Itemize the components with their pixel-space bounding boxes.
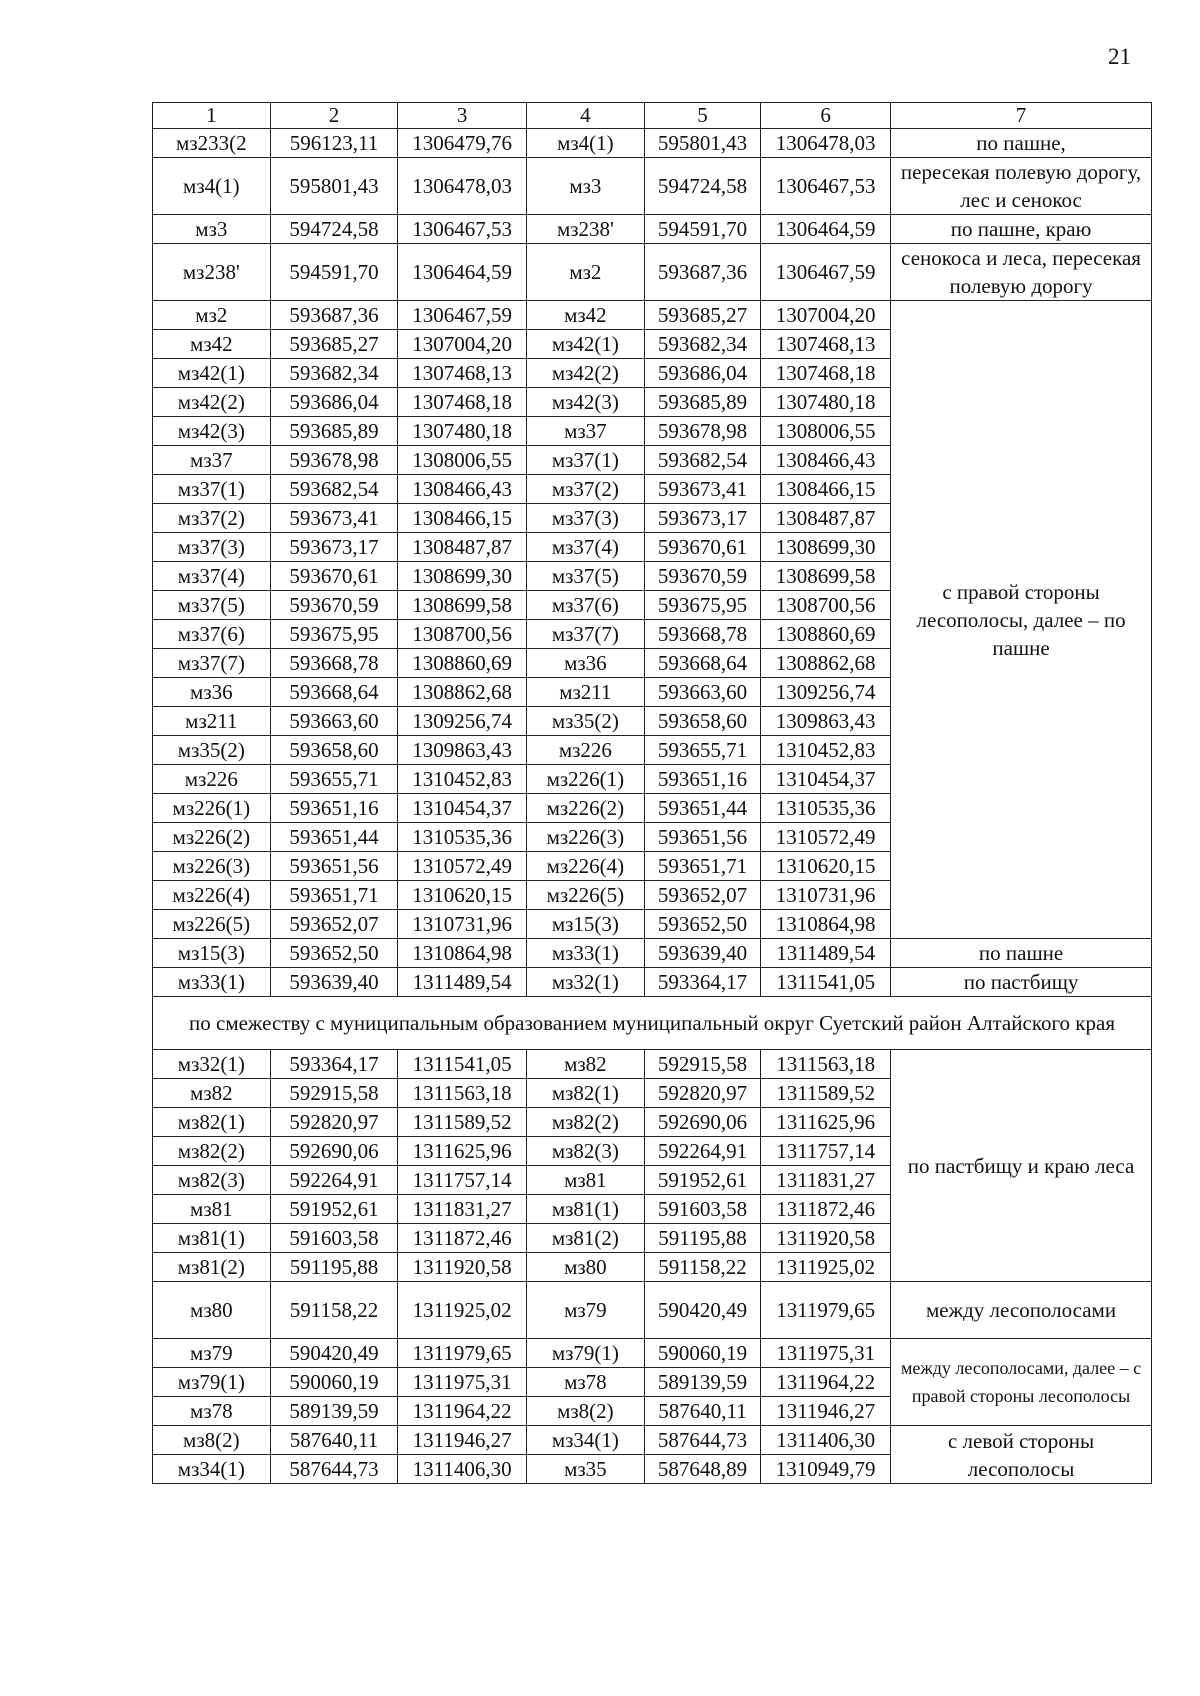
x-from: 593651,71	[270, 881, 398, 910]
y-to: 1309256,74	[761, 678, 891, 707]
x-from: 596123,11	[270, 129, 398, 158]
x-from: 593655,71	[270, 765, 398, 794]
x-from: 589139,59	[270, 1397, 398, 1426]
x-to: 591195,88	[644, 1224, 761, 1253]
x-to: 589139,59	[644, 1368, 761, 1397]
table-row	[153, 939, 1152, 968]
y-from: 1307004,20	[398, 330, 527, 359]
y-to: 1307468,13	[761, 330, 891, 359]
point-to: мз80	[527, 1253, 645, 1282]
y-from: 1310731,96	[398, 910, 527, 939]
point-from: мз42	[153, 330, 271, 359]
y-to: 1306464,59	[761, 215, 891, 244]
point-from: мз42(1)	[153, 359, 271, 388]
point-to: мз238'	[527, 215, 645, 244]
table-row	[153, 1339, 1152, 1368]
column-number: 6	[761, 103, 891, 129]
x-from: 591195,88	[270, 1253, 398, 1282]
y-from: 1306467,59	[398, 301, 527, 330]
x-from: 593639,40	[270, 968, 398, 997]
point-from: мз15(3)	[153, 939, 271, 968]
point-from: мз226(3)	[153, 852, 271, 881]
y-to: 1307004,20	[761, 301, 891, 330]
point-to: мз82(2)	[527, 1108, 645, 1137]
table-row	[153, 215, 1152, 244]
x-to: 593652,50	[644, 910, 761, 939]
column-number: 7	[891, 103, 1152, 129]
point-from: мз37(7)	[153, 649, 271, 678]
y-from: 1311563,18	[398, 1079, 527, 1108]
point-from: мз226(2)	[153, 823, 271, 852]
point-to: мз15(3)	[527, 910, 645, 939]
point-to: мз82(3)	[527, 1137, 645, 1166]
point-from: мз226(5)	[153, 910, 271, 939]
y-from: 1311925,02	[398, 1282, 527, 1339]
y-to: 1311541,05	[761, 968, 891, 997]
x-to: 593673,17	[644, 504, 761, 533]
point-from: мз42(2)	[153, 388, 271, 417]
y-from: 1311757,14	[398, 1166, 527, 1195]
point-to: мз226(1)	[527, 765, 645, 794]
y-to: 1308699,30	[761, 533, 891, 562]
point-from: мз37(1)	[153, 475, 271, 504]
x-from: 593685,89	[270, 417, 398, 446]
x-from: 592690,06	[270, 1137, 398, 1166]
point-to: мз42(3)	[527, 388, 645, 417]
y-to: 1306467,53	[761, 158, 891, 215]
y-from: 1311920,58	[398, 1253, 527, 1282]
y-to: 1311964,22	[761, 1368, 891, 1397]
y-from: 1308862,68	[398, 678, 527, 707]
table-row	[153, 158, 1152, 215]
separator-row	[153, 997, 1152, 1050]
point-to: мз81	[527, 1166, 645, 1195]
y-from: 1308466,43	[398, 475, 527, 504]
y-to: 1310731,96	[761, 881, 891, 910]
x-from: 593663,60	[270, 707, 398, 736]
x-to: 590060,19	[644, 1339, 761, 1368]
y-from: 1311541,05	[398, 1050, 527, 1079]
y-from: 1306467,53	[398, 215, 527, 244]
boundary-description: между лесополосами	[891, 1282, 1152, 1339]
point-from: мз233(2	[153, 129, 271, 158]
x-from: 594591,70	[270, 244, 398, 301]
point-to: мз37	[527, 417, 645, 446]
boundary-description: с правой стороны лесополосы, далее – по пашне	[891, 301, 1152, 939]
y-from: 1311975,31	[398, 1368, 527, 1397]
y-to: 1307468,18	[761, 359, 891, 388]
point-to: мз36	[527, 649, 645, 678]
y-to: 1311925,02	[761, 1253, 891, 1282]
x-from: 593682,34	[270, 359, 398, 388]
point-to: мз32(1)	[527, 968, 645, 997]
y-from: 1308006,55	[398, 446, 527, 475]
point-from: мз35(2)	[153, 736, 271, 765]
y-from: 1308699,30	[398, 562, 527, 591]
table-row	[153, 1282, 1152, 1339]
y-from: 1311979,65	[398, 1339, 527, 1368]
y-from: 1311489,54	[398, 968, 527, 997]
x-to: 593670,61	[644, 533, 761, 562]
y-to: 1308862,68	[761, 649, 891, 678]
y-to: 1306467,59	[761, 244, 891, 301]
point-from: мз82(3)	[153, 1166, 271, 1195]
y-from: 1309863,43	[398, 736, 527, 765]
x-to: 593685,89	[644, 388, 761, 417]
x-from: 590420,49	[270, 1339, 398, 1368]
y-to: 1308006,55	[761, 417, 891, 446]
boundary-description: пересекая полевую дорогу, лес и сенокос	[891, 158, 1152, 215]
point-to: мз79	[527, 1282, 645, 1339]
x-from: 587640,11	[270, 1426, 398, 1455]
point-from: мз226	[153, 765, 271, 794]
point-from: мз34(1)	[153, 1455, 271, 1484]
point-to: мз226	[527, 736, 645, 765]
y-from: 1306478,03	[398, 158, 527, 215]
y-to: 1308466,15	[761, 475, 891, 504]
coordinates-table	[152, 102, 1152, 1484]
point-from: мз3	[153, 215, 271, 244]
boundary-description: по пастбищу	[891, 968, 1152, 997]
y-from: 1310620,15	[398, 881, 527, 910]
point-to: мз42(1)	[527, 330, 645, 359]
y-from: 1311872,46	[398, 1224, 527, 1253]
point-from: мз37(4)	[153, 562, 271, 591]
x-to: 587648,89	[644, 1455, 761, 1484]
y-to: 1311975,31	[761, 1339, 891, 1368]
point-to: мз81(1)	[527, 1195, 645, 1224]
point-from: мз82	[153, 1079, 271, 1108]
x-to: 593670,59	[644, 562, 761, 591]
boundary-description: с левой стороны лесополосы	[891, 1426, 1152, 1484]
boundary-description: между лесополосами, далее – с правой стороны лесополосы	[891, 1339, 1152, 1426]
y-from: 1310864,98	[398, 939, 527, 968]
point-from: мз81(1)	[153, 1224, 271, 1253]
point-from: мз81	[153, 1195, 271, 1224]
x-to: 593651,56	[644, 823, 761, 852]
x-to: 593663,60	[644, 678, 761, 707]
x-to: 593364,17	[644, 968, 761, 997]
x-from: 592264,91	[270, 1166, 398, 1195]
point-from: мз238'	[153, 244, 271, 301]
point-to: мз35	[527, 1455, 645, 1484]
y-to: 1311489,54	[761, 939, 891, 968]
point-to: мз37(2)	[527, 475, 645, 504]
x-to: 591158,22	[644, 1253, 761, 1282]
x-to: 593668,78	[644, 620, 761, 649]
point-to: мз37(3)	[527, 504, 645, 533]
x-to: 594591,70	[644, 215, 761, 244]
point-from: мз82(2)	[153, 1137, 271, 1166]
boundary-description: по пашне	[891, 939, 1152, 968]
y-to: 1308466,43	[761, 446, 891, 475]
point-from: мз4(1)	[153, 158, 271, 215]
x-from: 593651,56	[270, 852, 398, 881]
separator-text: по смежеству с муниципальным образованием муниципальный округ Суетский район Алтайского края	[153, 997, 1152, 1050]
point-from: мз226(4)	[153, 881, 271, 910]
x-to: 593668,64	[644, 649, 761, 678]
x-from: 593675,95	[270, 620, 398, 649]
y-to: 1311979,65	[761, 1282, 891, 1339]
x-from: 593678,98	[270, 446, 398, 475]
point-to: мз226(5)	[527, 881, 645, 910]
y-to: 1308487,87	[761, 504, 891, 533]
x-from: 593670,59	[270, 591, 398, 620]
x-to: 593685,27	[644, 301, 761, 330]
y-from: 1306479,76	[398, 129, 527, 158]
point-to: мз82(1)	[527, 1079, 645, 1108]
y-to: 1311589,52	[761, 1079, 891, 1108]
x-from: 593687,36	[270, 301, 398, 330]
point-from: мз37(6)	[153, 620, 271, 649]
x-to: 593673,41	[644, 475, 761, 504]
x-from: 593685,27	[270, 330, 398, 359]
x-from: 593673,17	[270, 533, 398, 562]
x-to: 593686,04	[644, 359, 761, 388]
x-from: 592820,97	[270, 1108, 398, 1137]
y-from: 1310572,49	[398, 852, 527, 881]
y-to: 1306478,03	[761, 129, 891, 158]
boundary-description: сенокоса и леса, пересекая полевую дорогу	[891, 244, 1152, 301]
x-to: 593651,16	[644, 765, 761, 794]
y-from: 1308466,15	[398, 504, 527, 533]
x-from: 593673,41	[270, 504, 398, 533]
point-to: мз37(7)	[527, 620, 645, 649]
x-from: 593364,17	[270, 1050, 398, 1079]
x-to: 592820,97	[644, 1079, 761, 1108]
x-to: 593651,44	[644, 794, 761, 823]
x-from: 593652,07	[270, 910, 398, 939]
y-to: 1310949,79	[761, 1455, 891, 1484]
x-from: 591952,61	[270, 1195, 398, 1224]
x-from: 593651,44	[270, 823, 398, 852]
point-to: мз34(1)	[527, 1426, 645, 1455]
x-from: 593652,50	[270, 939, 398, 968]
x-to: 593682,54	[644, 446, 761, 475]
y-from: 1311406,30	[398, 1455, 527, 1484]
point-from: мз79	[153, 1339, 271, 1368]
y-to: 1308700,56	[761, 591, 891, 620]
table-row	[153, 1426, 1152, 1455]
y-to: 1311831,27	[761, 1166, 891, 1195]
x-to: 593655,71	[644, 736, 761, 765]
y-from: 1307480,18	[398, 417, 527, 446]
x-from: 593670,61	[270, 562, 398, 591]
y-to: 1311563,18	[761, 1050, 891, 1079]
x-from: 590060,19	[270, 1368, 398, 1397]
x-to: 593652,07	[644, 881, 761, 910]
x-to: 593682,34	[644, 330, 761, 359]
x-from: 593668,64	[270, 678, 398, 707]
y-to: 1310535,36	[761, 794, 891, 823]
y-from: 1310452,83	[398, 765, 527, 794]
y-to: 1311872,46	[761, 1195, 891, 1224]
x-to: 595801,43	[644, 129, 761, 158]
y-from: 1311946,27	[398, 1426, 527, 1455]
x-from: 592915,58	[270, 1079, 398, 1108]
x-to: 593678,98	[644, 417, 761, 446]
boundary-description: по пашне, краю	[891, 215, 1152, 244]
column-number: 5	[644, 103, 761, 129]
y-to: 1311406,30	[761, 1426, 891, 1455]
point-to: мз226(3)	[527, 823, 645, 852]
point-from: мз78	[153, 1397, 271, 1426]
point-to: мз42(2)	[527, 359, 645, 388]
x-to: 592690,06	[644, 1108, 761, 1137]
x-to: 593651,71	[644, 852, 761, 881]
y-from: 1310454,37	[398, 794, 527, 823]
point-from: мз32(1)	[153, 1050, 271, 1079]
y-to: 1309863,43	[761, 707, 891, 736]
column-number: 4	[527, 103, 645, 129]
y-from: 1308487,87	[398, 533, 527, 562]
y-to: 1310454,37	[761, 765, 891, 794]
y-from: 1308700,56	[398, 620, 527, 649]
y-from: 1310535,36	[398, 823, 527, 852]
point-from: мз42(3)	[153, 417, 271, 446]
y-from: 1307468,13	[398, 359, 527, 388]
x-from: 595801,43	[270, 158, 398, 215]
table-row	[153, 1050, 1152, 1079]
x-to: 587640,11	[644, 1397, 761, 1426]
table-row	[153, 129, 1152, 158]
x-to: 594724,58	[644, 158, 761, 215]
point-to: мз211	[527, 678, 645, 707]
table-row	[153, 968, 1152, 997]
point-from: мз33(1)	[153, 968, 271, 997]
point-to: мз81(2)	[527, 1224, 645, 1253]
boundary-description: по пастбищу и краю леса	[891, 1050, 1152, 1282]
x-from: 593658,60	[270, 736, 398, 765]
point-to: мз37(4)	[527, 533, 645, 562]
column-number: 3	[398, 103, 527, 129]
y-to: 1311946,27	[761, 1397, 891, 1426]
point-to: мз226(4)	[527, 852, 645, 881]
x-from: 591158,22	[270, 1282, 398, 1339]
point-to: мз42	[527, 301, 645, 330]
y-to: 1310452,83	[761, 736, 891, 765]
point-from: мз226(1)	[153, 794, 271, 823]
y-to: 1310864,98	[761, 910, 891, 939]
point-to: мз37(6)	[527, 591, 645, 620]
x-to: 593675,95	[644, 591, 761, 620]
column-number: 1	[153, 103, 271, 129]
y-to: 1311625,96	[761, 1108, 891, 1137]
table-row	[153, 301, 1152, 330]
point-to: мз8(2)	[527, 1397, 645, 1426]
y-from: 1311625,96	[398, 1137, 527, 1166]
y-to: 1308699,58	[761, 562, 891, 591]
y-from: 1306464,59	[398, 244, 527, 301]
y-to: 1311757,14	[761, 1137, 891, 1166]
y-to: 1307480,18	[761, 388, 891, 417]
table-row	[153, 244, 1152, 301]
x-to: 590420,49	[644, 1282, 761, 1339]
point-from: мз37(3)	[153, 533, 271, 562]
x-from: 593668,78	[270, 649, 398, 678]
point-from: мз82(1)	[153, 1108, 271, 1137]
point-to: мз33(1)	[527, 939, 645, 968]
point-to: мз35(2)	[527, 707, 645, 736]
x-from: 593651,16	[270, 794, 398, 823]
y-from: 1308699,58	[398, 591, 527, 620]
x-to: 593687,36	[644, 244, 761, 301]
x-from: 593682,54	[270, 475, 398, 504]
header-row	[153, 103, 1152, 129]
x-to: 591952,61	[644, 1166, 761, 1195]
point-to: мз4(1)	[527, 129, 645, 158]
y-to: 1311920,58	[761, 1224, 891, 1253]
x-from: 587644,73	[270, 1455, 398, 1484]
point-from: мз79(1)	[153, 1368, 271, 1397]
point-from: мз37	[153, 446, 271, 475]
point-to: мз82	[527, 1050, 645, 1079]
x-to: 593639,40	[644, 939, 761, 968]
y-from: 1307468,18	[398, 388, 527, 417]
x-to: 592915,58	[644, 1050, 761, 1079]
x-from: 594724,58	[270, 215, 398, 244]
point-from: мз80	[153, 1282, 271, 1339]
column-number: 2	[270, 103, 398, 129]
y-from: 1311831,27	[398, 1195, 527, 1224]
y-to: 1310620,15	[761, 852, 891, 881]
x-to: 592264,91	[644, 1137, 761, 1166]
page-number: 21	[1108, 44, 1131, 69]
y-from: 1309256,74	[398, 707, 527, 736]
x-from: 591603,58	[270, 1224, 398, 1253]
point-to: мз3	[527, 158, 645, 215]
x-to: 591603,58	[644, 1195, 761, 1224]
point-to: мз226(2)	[527, 794, 645, 823]
point-from: мз211	[153, 707, 271, 736]
point-to: мз37(5)	[527, 562, 645, 591]
y-to: 1308860,69	[761, 620, 891, 649]
y-from: 1308860,69	[398, 649, 527, 678]
y-to: 1310572,49	[761, 823, 891, 852]
x-to: 587644,73	[644, 1426, 761, 1455]
y-from: 1311589,52	[398, 1108, 527, 1137]
point-from: мз36	[153, 678, 271, 707]
x-to: 593658,60	[644, 707, 761, 736]
point-to: мз2	[527, 244, 645, 301]
boundary-description: по пашне,	[891, 129, 1152, 158]
x-from: 593686,04	[270, 388, 398, 417]
point-to: мз79(1)	[527, 1339, 645, 1368]
y-from: 1311964,22	[398, 1397, 527, 1426]
point-from: мз37(2)	[153, 504, 271, 533]
point-from: мз37(5)	[153, 591, 271, 620]
point-from: мз81(2)	[153, 1253, 271, 1282]
point-to: мз37(1)	[527, 446, 645, 475]
point-from: мз2	[153, 301, 271, 330]
point-to: мз78	[527, 1368, 645, 1397]
point-from: мз8(2)	[153, 1426, 271, 1455]
